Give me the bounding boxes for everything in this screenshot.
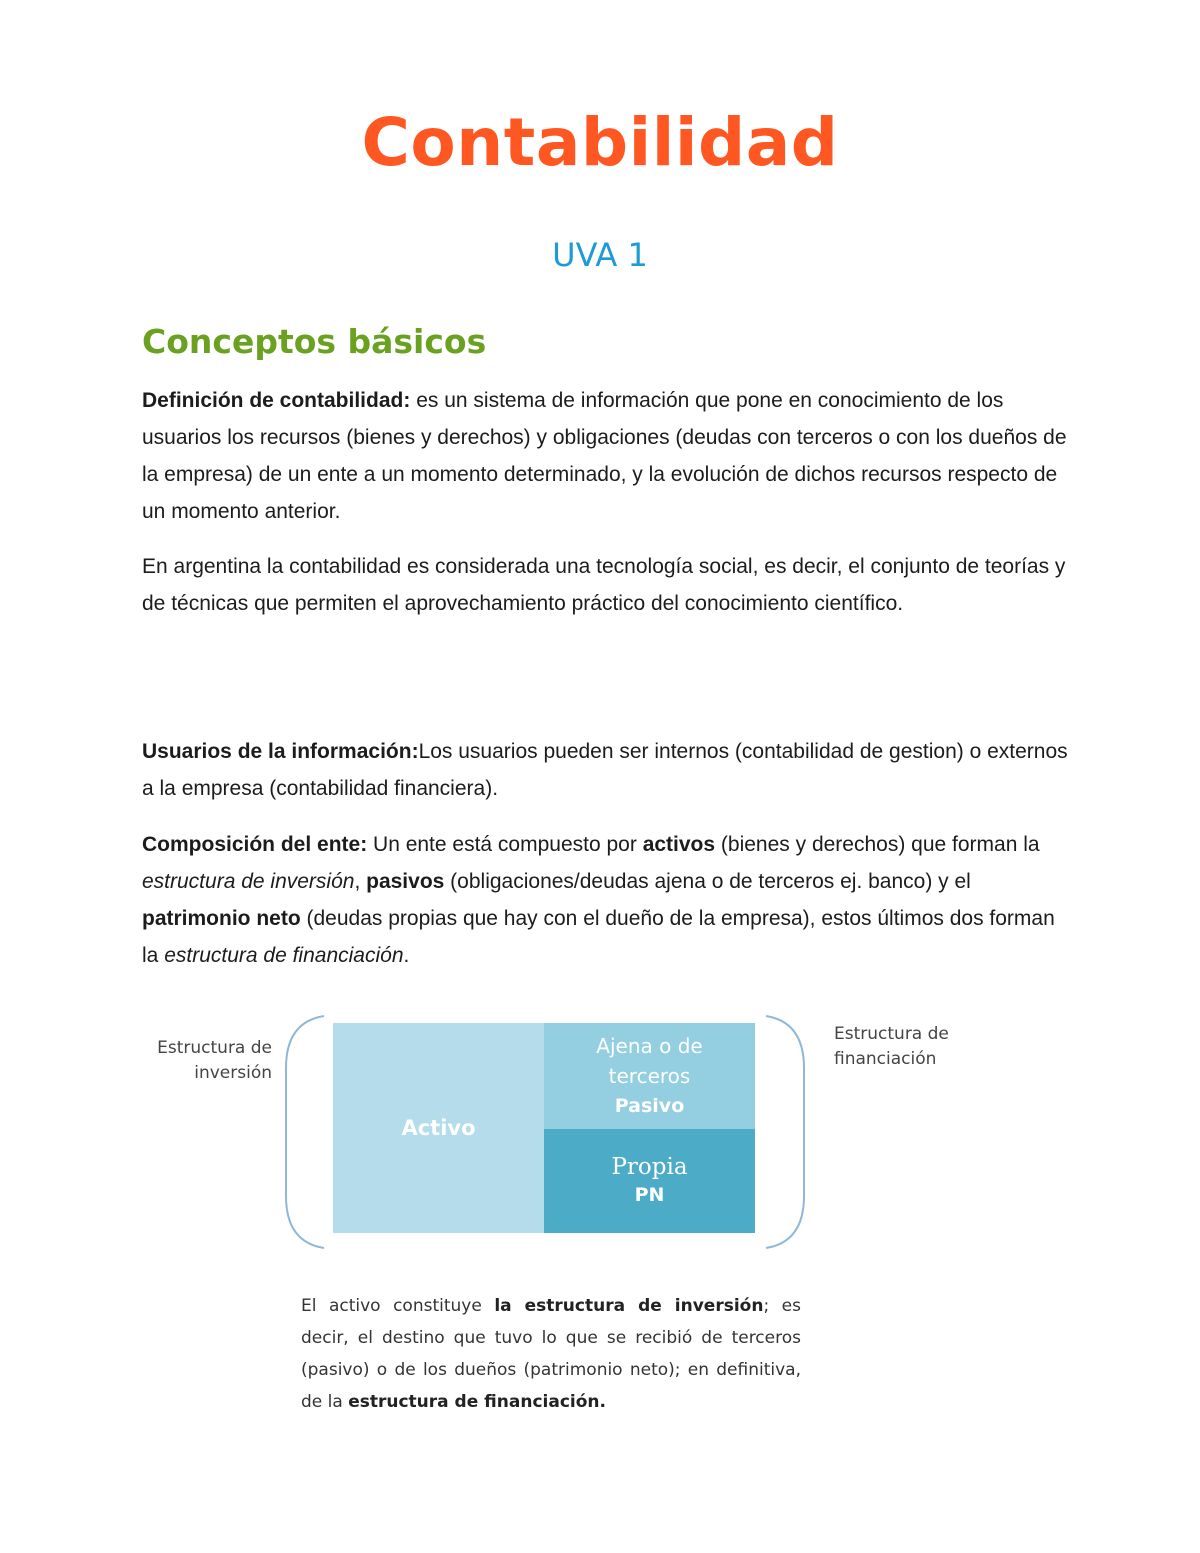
label-line: financiación [834,1049,937,1069]
paragraph-text: es un sistema de información que pone en conocimiento de los usuarios los recursos (bienes y derechos) y obligaciones (deudas con terceros o con los dueños de la empresa) de un ente a un momento determinado, y la evolución de dichos recursos respecto de un momento anterior. [142,389,1067,523]
label-estructura-inversion [140,1036,272,1086]
text-fragment: (obligaciones/deudas ajena o de terceros ej. banco) y el [444,870,971,893]
paragraph-label: Composición del ente: [142,833,368,856]
text-fragment: ; es decir, el destino que tuvo lo que se recibió de terceros (pasivo) o de los dueños (patrimonio neto); en definitiva, de la [301,1296,801,1412]
paragraph-composicion [142,826,1072,974]
pasivo-line: Ajena o de [596,1034,703,1058]
document-subtitle: UVA 1 [552,236,648,274]
term-patrimonio-neto: patrimonio neto [142,907,301,930]
right-bracket [766,1016,804,1248]
paragraph-text: En argentina la contabilidad es considerada una tecnología social, es decir, el conjunto de teorías y de técnicas que permiten el aprovechamiento práctico del conocimiento científico. [142,555,1066,615]
term-pasivos: pasivos [366,870,445,893]
balance-structure-diagram [140,1010,980,1255]
text-fragment: , [354,870,367,893]
term-estructura-inversion: la estructura de inversión [494,1296,764,1316]
left-bracket [286,1016,324,1248]
text-fragment: (bienes y derechos) que forman la [715,833,1040,856]
pn-box [544,1129,755,1233]
paragraph-text: Los usuarios pueden ser internos (contabilidad de gestion) o externos a la empresa (contabilidad financiera). [142,740,1068,800]
paragraph-label: Usuarios de la información: [142,740,419,763]
document-title: Contabilidad [361,104,839,181]
pasivo-line: terceros [608,1064,691,1088]
text-fragment: El activo constituye [301,1296,495,1316]
term-activos: activos [642,833,716,856]
diagram-caption [301,1290,801,1418]
label-line: inversión [194,1063,272,1083]
label-line: Estructura de [834,1024,949,1044]
pn-label: PN [634,1184,665,1206]
term-estructura-financiacion: estructura de financiación [164,944,404,967]
paragraph-definicion [142,382,1072,530]
activo-label: Activo [401,1116,476,1140]
text-fragment: . [403,944,410,967]
pn-line: Propia [611,1154,688,1180]
paragraph-label: Definición de contabilidad: [142,389,411,412]
activo-box [333,1023,544,1233]
label-line: Estructura de [157,1038,272,1058]
term-estructura-financiacion: estructura de financiación. [348,1392,606,1412]
section-heading: Conceptos básicos [142,322,487,361]
pasivo-box [544,1023,755,1129]
text-fragment: Un ente está compuesto por [367,833,643,856]
paragraph-usuarios [142,733,1072,807]
term-estructura-inversion: estructura de inversión [142,870,355,893]
text-fragment: (deudas propias que hay con el dueño de la empresa), estos últimos dos forman la [142,907,1055,967]
label-estructura-financiacion [834,1022,984,1072]
pasivo-label: Pasivo [614,1095,685,1117]
paragraph-argentina [142,548,1072,622]
